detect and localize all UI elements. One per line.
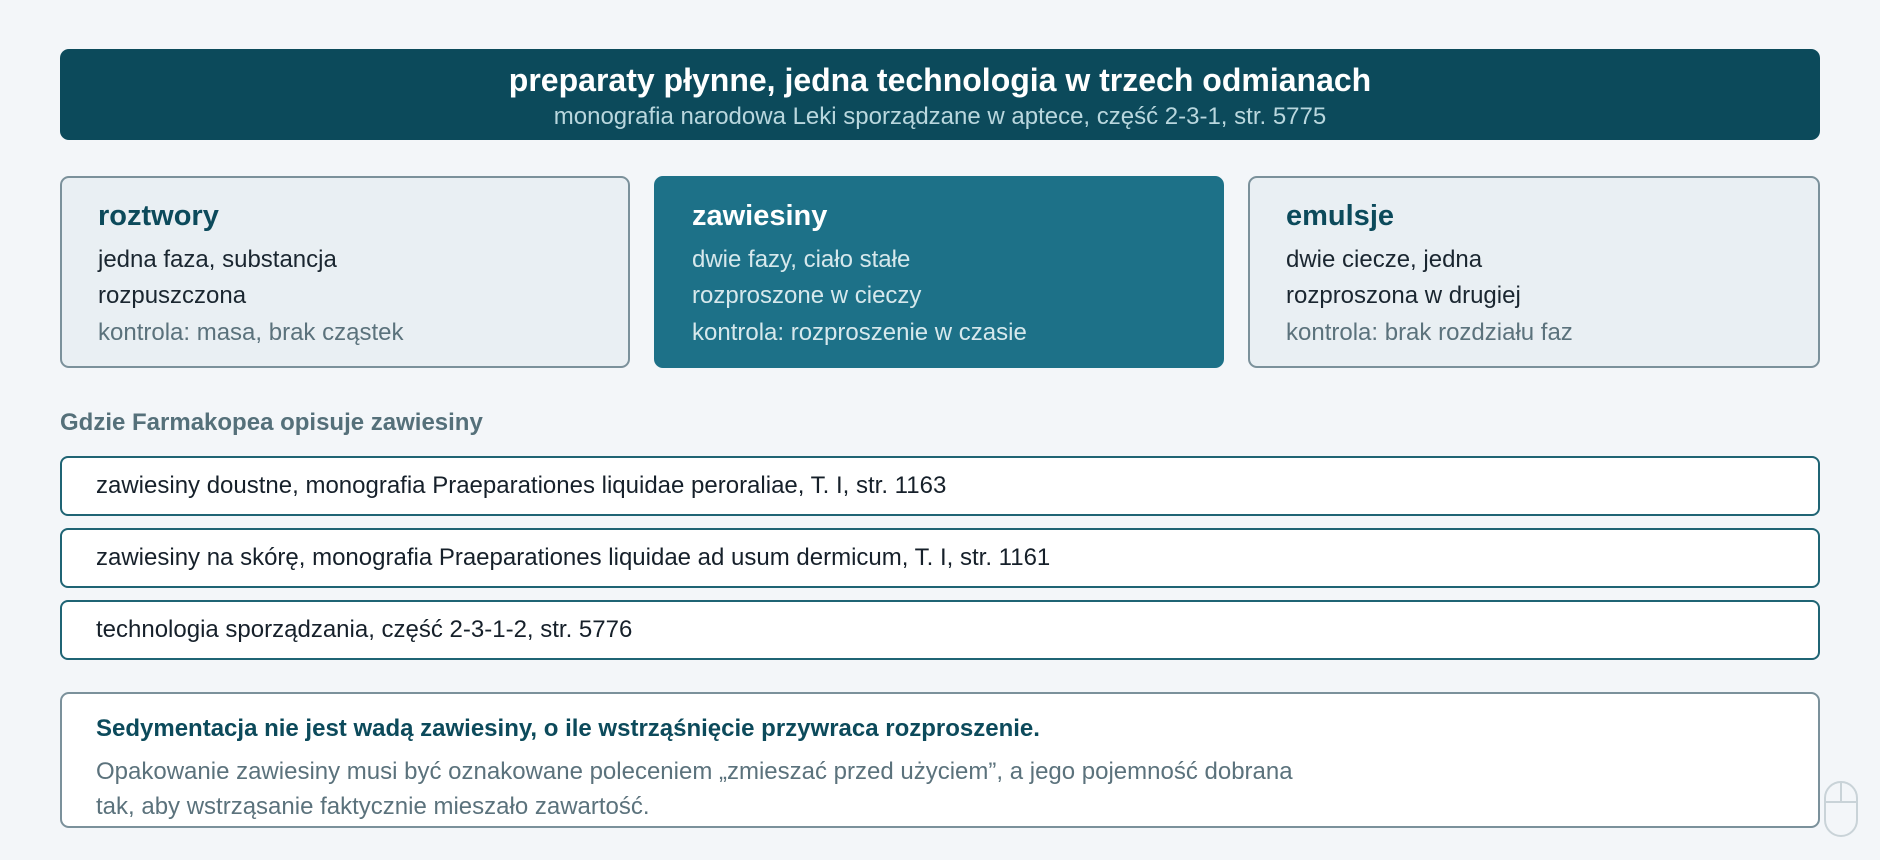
- card-title: zawiesiny: [692, 200, 828, 232]
- page-header: [60, 49, 1820, 140]
- reference-item: zawiesiny na skórę, monografia Praeparationes liquidae ad usum dermicum, T. I, str. 1161: [60, 528, 1820, 588]
- card-title: emulsje: [1286, 200, 1394, 232]
- card-emulsje: [1248, 176, 1820, 368]
- callout-note: [60, 692, 1820, 828]
- references-heading: Gdzie Farmakopea opisuje zawiesiny: [60, 409, 483, 436]
- page-subtitle: monografia narodowa Leki sporządzane w aptece, część 2-3-1, str. 5775: [553, 103, 1327, 130]
- card-control: kontrola: rozproszenie w czasie: [692, 319, 1027, 346]
- reference-item: zawiesiny doustne, monografia Praeparationes liquidae peroraliae, T. I, str. 1163: [60, 456, 1820, 516]
- card-control: kontrola: masa, brak cząstek: [98, 319, 404, 346]
- card-description: dwie fazy, ciało stałe rozproszone w cieczy: [692, 246, 922, 309]
- card-roztwory: [60, 176, 630, 368]
- note-headline: Sedymentacja nie jest wadą zawiesiny, o ile wstrząśnięcie przywraca rozproszenie.: [96, 715, 1040, 742]
- card-description: jedna faza, substancja rozpuszczona: [98, 246, 337, 309]
- mouse-icon: [1823, 780, 1859, 838]
- page-title: preparaty płynne, jedna technologia w trzech odmianach: [508, 62, 1372, 98]
- card-title: roztwory: [98, 200, 219, 232]
- reference-item: technologia sporządzania, część 2-3-1-2, str. 5776: [60, 600, 1820, 660]
- card-control: kontrola: brak rozdziału faz: [1286, 319, 1573, 346]
- note-body: Opakowanie zawiesiny musi być oznakowane poleceniem „zmieszać przed użyciem”, a jego pojemność dobrana tak, aby wstrząsanie faktycznie mieszało zawartość.: [96, 758, 1293, 820]
- card-description: dwie ciecze, jedna rozproszona w drugiej: [1286, 246, 1521, 309]
- card-zawiesiny: [654, 176, 1224, 368]
